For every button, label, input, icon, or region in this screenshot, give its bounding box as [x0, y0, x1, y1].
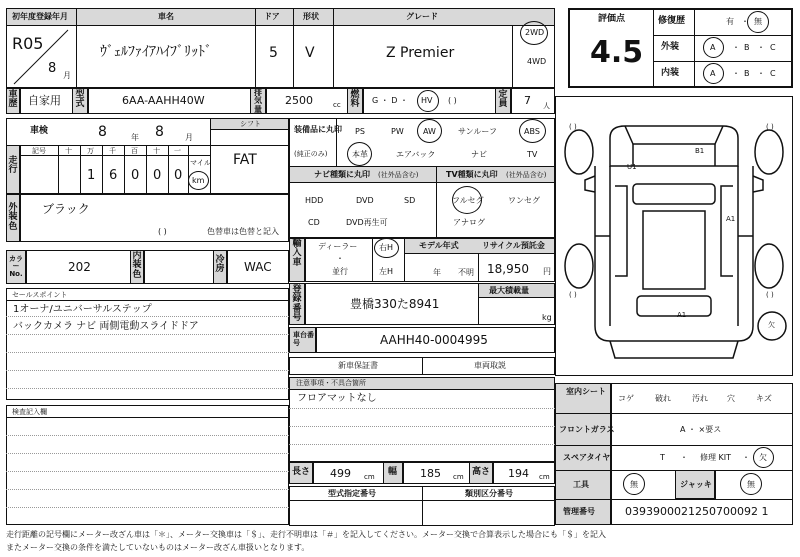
interior-label: 内装 [661, 68, 680, 78]
displacement-label: 排気量 [254, 88, 262, 114]
spare-label: スペアタイヤ [563, 453, 611, 462]
spare-opt-dot2: ・ [742, 453, 750, 462]
inspector-label: 検査記入欄 [12, 408, 47, 416]
seat-item-2: 破れ [655, 394, 671, 403]
ac-label: 冷房 [215, 255, 225, 275]
interior-grade-c: C [770, 69, 776, 78]
usage-label: 車歴 [8, 90, 18, 110]
usage-value: 自家用 [28, 94, 61, 107]
displacement-unit: cc [333, 101, 341, 109]
max-load-unit: kg [542, 313, 552, 322]
mileage-digit-2: 6 [109, 168, 118, 183]
inspection-month-unit: 月 [185, 133, 193, 142]
mileage-symbol-label: 記号 [32, 147, 46, 155]
recycle-unit: 円 [543, 267, 551, 276]
equip-leather: 本革 [352, 150, 368, 159]
color-label: 外装色 [8, 203, 18, 232]
equipment-note: (純正のみ) [294, 150, 328, 158]
diagram-label-missing: 欠 [768, 321, 775, 329]
seat-item-1: コゲ [618, 394, 634, 403]
displacement-value: 2500 [285, 94, 313, 107]
exterior-grade-dot1: ・ [732, 43, 740, 52]
equip-pw: PW [391, 127, 404, 136]
shape-value: V [305, 45, 315, 61]
tv-oneseg: ワンセグ [508, 196, 540, 205]
footer-line-2: またメーター交換の条件を満たしていないものはメーター改ざん車扱いとなります。 [6, 543, 310, 552]
diagram-paren-2: ( ) [766, 123, 774, 131]
registration-label: 登録番号 [292, 285, 302, 324]
shift-label: シフト [240, 120, 261, 128]
drive-4wd: 4WD [527, 57, 547, 66]
chassis-label: 車台番号 [293, 331, 314, 348]
door-value: 5 [269, 45, 278, 61]
mileage-unit-1: 万 [87, 147, 94, 155]
seat-item-5: キズ [756, 394, 772, 403]
interior-grade-b: B [744, 69, 750, 78]
chassis-value: AAHH40-0004995 [380, 333, 488, 347]
registration-value: 豊橋330た8941 [350, 297, 440, 311]
tools-value: 無 [630, 480, 638, 489]
sales-point-line-1: 1オーナ/ユニバーサルステップ [13, 304, 152, 315]
capacity-unit: 人 [543, 102, 550, 110]
sales-points-label: セールスポイント [12, 291, 68, 299]
repair-label: 修復歴 [658, 16, 686, 26]
navi-type-note: (社外品含む) [378, 171, 419, 179]
height-value: 194 [508, 467, 529, 480]
equip-ps: PS [355, 127, 365, 136]
mileage-digit-3: 0 [131, 168, 140, 183]
width-label: 幅 [388, 467, 398, 477]
spare-opt-missing: 欠 [759, 453, 767, 462]
color-change-paren: ( ) [158, 227, 167, 236]
recycle-value: 18,950 [487, 262, 529, 276]
car-diagram [555, 96, 793, 376]
fuel-paren: ( ) [448, 96, 457, 105]
color-value: ブラック [42, 202, 90, 216]
equip-abs: ABS [524, 127, 540, 136]
import-parallel: 並行 [332, 267, 348, 276]
footer-line-1: 走行距離の記号欄にメーター改ざん車は「＊」、メーター交換車は「＄」、走行不明車は「＃」を記入してください。メーター交換で合算表示した場合にも「＄」を記入 [6, 530, 606, 539]
ac-value: WAC [244, 260, 272, 274]
navi-type-label: ナビ種類に丸印 [314, 170, 370, 179]
jack-label: ジャッキ [680, 480, 712, 489]
exterior-grade-c: C [770, 43, 776, 52]
fuel-label: 燃料 [350, 90, 360, 110]
color-no-value: 202 [68, 260, 91, 274]
equip-airbag: エアバック [396, 150, 436, 159]
mgmt-label: 管理番号 [563, 507, 595, 516]
length-label: 長さ [292, 467, 311, 477]
equip-navi: ナビ [471, 150, 487, 159]
width-value: 185 [420, 467, 441, 480]
tv-type-label: TV種類に丸印 [446, 170, 498, 179]
model-label: 型式 [75, 90, 85, 110]
first-reg-label: 初年度登録年月 [12, 12, 68, 21]
exterior-label: 外装 [661, 42, 680, 52]
diagram-label-a1-rear: A1 [677, 311, 687, 319]
import-right-h: 右H [379, 243, 394, 252]
windshield-options: A ・ ×要ス [680, 425, 722, 434]
interior-grade-dot1: ・ [732, 69, 740, 78]
model-year-value: 不明 [458, 268, 474, 277]
category-num-label: 類別区分番号 [465, 489, 513, 498]
mgmt-value: 0393900021250700092 1 [625, 505, 769, 518]
tv-analog: アナログ [453, 218, 485, 227]
mileage-mile-label: マイル [190, 159, 211, 167]
interior-seat-label: 室内シート [566, 387, 606, 396]
navi-cd: CD [308, 218, 320, 227]
shape-label: 形状 [303, 12, 319, 21]
jack-value: 無 [747, 480, 755, 489]
color-change-note: 色替車は色替と記入 [207, 227, 279, 236]
diagram-paren-4: ( ) [766, 291, 774, 299]
mileage-unit-4: 十 [153, 147, 160, 155]
navi-dvd: DVD [356, 196, 374, 205]
shift-value: FAT [233, 152, 257, 168]
recycle-label: リサイクル預託金 [482, 241, 545, 250]
height-unit: cm [539, 473, 550, 481]
length-unit: cm [364, 473, 375, 481]
navi-dvd-playback: DVD再生可 [346, 218, 388, 227]
model-year-unit: 年 [433, 268, 441, 277]
diagram-label-b1: B1 [695, 147, 705, 155]
mileage-digit-4: 0 [153, 168, 162, 183]
interior-grade-dot2: ・ [757, 69, 765, 78]
notes-value: フロアマットなし [297, 393, 377, 404]
fuel-options: G ・ D ・ [372, 96, 408, 105]
tv-fullseg: フルセグ [452, 196, 484, 205]
grade-value: Z Premier [386, 45, 455, 61]
diagram-label-a1-side: A1 [726, 215, 736, 223]
equip-sunroof: サンルーフ [458, 127, 497, 136]
repair-opt-dot: ・ [741, 17, 749, 26]
color-no-label: カラーNo. [9, 255, 23, 278]
interior-grade-a: A [710, 69, 716, 78]
spare-opt-dot1: ・ [680, 453, 688, 462]
diagram-paren-1: ( ) [569, 123, 577, 131]
exterior-grade-dot2: ・ [757, 43, 765, 52]
drive-2wd: 2WD [525, 28, 545, 37]
type-num-label: 型式指定番号 [328, 489, 376, 498]
repair-opt-none: 無 [754, 17, 762, 26]
spare-opt-kit: 修理 KIT [700, 453, 732, 462]
navi-sd: SD [404, 196, 416, 205]
spare-opt-t: T [660, 453, 665, 462]
seat-item-3: 汚れ [692, 394, 708, 403]
inspection-year: 8 [98, 124, 107, 140]
capacity-value: 7 [524, 94, 531, 107]
inspection-month: 8 [155, 124, 164, 140]
mileage-label: 走行 [8, 156, 18, 176]
equipment-label: 装備品に丸印 [294, 125, 342, 134]
capacity-label: 定員 [498, 90, 508, 110]
fuel-selected: HV [421, 96, 433, 105]
exterior-grade-a: A [710, 43, 716, 52]
windshield-label: フロントガラス [559, 425, 615, 434]
grade-label: グレード [406, 12, 438, 21]
equip-tv: TV [527, 150, 538, 159]
first-reg-month: 8 [48, 61, 57, 76]
import-dot: ・ [336, 254, 344, 263]
first-reg-era: R05 [12, 34, 44, 53]
equip-aw: AW [423, 127, 436, 136]
interior-color-label: 内装色 [132, 251, 142, 280]
length-value: 499 [330, 467, 351, 480]
tools-label: 工具 [573, 480, 589, 489]
max-load-label: 最大積載量 [489, 286, 529, 295]
notes-label: 注意事項・不具合箇所 [296, 379, 366, 387]
mileage-unit-0: 十 [65, 147, 72, 155]
door-label: ドア [264, 12, 280, 21]
model-year-label: モデル年式 [419, 241, 459, 250]
mileage-digit-5: 0 [174, 168, 183, 183]
mileage-unit-3: 百 [131, 147, 138, 155]
header-row [6, 8, 555, 26]
seat-item-4: 穴 [727, 394, 735, 403]
car-name: ｳﾞｪﾙﾌｧｲｱﾊｲﾌﾞﾘｯﾄﾞ [100, 44, 212, 60]
height-label: 高さ [472, 467, 491, 477]
navi-hdd: HDD [305, 196, 324, 205]
mileage-unit-5: 一 [174, 147, 181, 155]
inspection-year-unit: 年 [131, 133, 139, 142]
manual-label: 車両取説 [474, 361, 506, 370]
mileage-unit-2: 千 [109, 147, 116, 155]
import-label: 輸入車 [292, 239, 302, 268]
car-name-label: 車名 [158, 12, 174, 21]
inspection-label: 車検 [30, 126, 49, 136]
repair-opt-yes: 有 [726, 17, 734, 26]
warranty-label: 新車保証書 [338, 361, 378, 370]
import-dealer: ディーラー [318, 242, 358, 251]
tv-type-note: (社外品含む) [506, 171, 547, 179]
score-value: 4.5 [590, 35, 644, 70]
score-label: 評価点 [598, 14, 626, 24]
sales-point-line-2: バックカメラ ナビ 両側電動スライドドア [13, 321, 199, 332]
width-unit: cm [453, 473, 464, 481]
diagram-label-u1: U1 [627, 163, 637, 171]
exterior-grade-b: B [744, 43, 750, 52]
month-unit: 月 [63, 71, 71, 80]
diagram-paren-3: ( ) [569, 291, 577, 299]
mileage-km-label: km [192, 176, 205, 185]
mileage-digit-1: 1 [87, 168, 96, 183]
model-value: 6AA-AAHH40W [122, 94, 205, 107]
import-left-h: 左H [379, 267, 394, 276]
